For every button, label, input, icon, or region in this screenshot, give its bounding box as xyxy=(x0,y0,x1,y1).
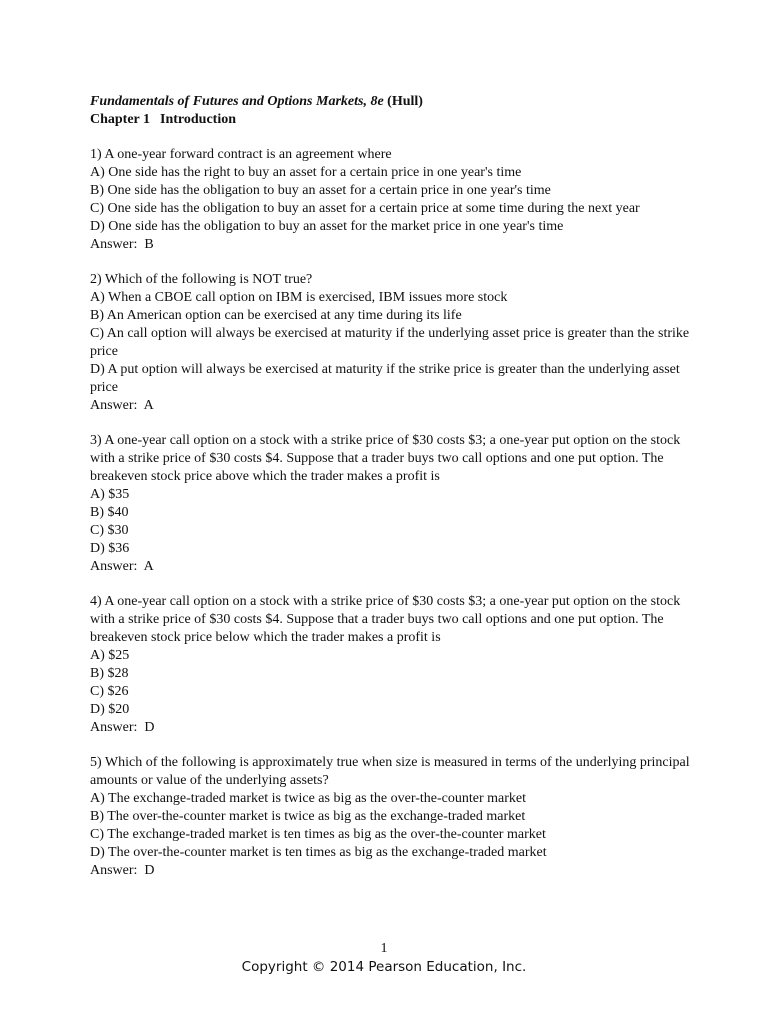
question-answer: Answer: A xyxy=(90,398,154,413)
answer-option: B) The over-the-counter market is twice as big as the exchange-traded market xyxy=(90,809,526,824)
question-answer: Answer: D xyxy=(90,720,155,735)
answer-option: D) $20 xyxy=(90,702,130,717)
answer-option: C) One side has the obligation to buy an asset for a certain price at some time during the next year xyxy=(90,201,640,216)
answer-option: C) $26 xyxy=(90,684,129,699)
question-answer: Answer: D xyxy=(90,863,155,878)
answer-option: A) $25 xyxy=(90,648,130,663)
book-title-author: (Hull) xyxy=(383,94,423,109)
answer-option: C) An call option will always be exercised at maturity if the underlying asset price is greater than the strike price xyxy=(90,326,690,359)
question-4 xyxy=(90,593,690,737)
answer-option: A) One side has the right to buy an asset for a certain price in one year's time xyxy=(90,165,522,180)
answer-option: A) $35 xyxy=(90,487,130,502)
answer-option: C) The exchange-traded market is ten times as big as the over-the-counter market xyxy=(90,827,546,842)
book-title xyxy=(90,93,690,111)
question-stem: 2) Which of the following is NOT true? xyxy=(90,272,313,287)
book-title-italic: Fundamentals of Futures and Options Markets, 8e xyxy=(90,94,384,109)
answer-option: A) The exchange-traded market is twice as big as the over-the-counter market xyxy=(90,791,526,806)
answer-option: C) $30 xyxy=(90,523,129,538)
chapter-number: Chapter 1 xyxy=(90,112,151,127)
page-content xyxy=(90,93,690,880)
question-5 xyxy=(90,754,690,880)
question-stem: 4) A one-year call option on a stock with a strike price of $30 costs $3; a one-year put option on the stock with a strike price of $30 costs $4. Suppose that a trader buys two call options and one put option. The breakeven stock price below which the trader makes a profit is xyxy=(90,594,681,645)
question-1 xyxy=(90,146,690,254)
question-answer: Answer: A xyxy=(90,559,154,574)
chapter-heading xyxy=(90,111,690,129)
question-stem: 5) Which of the following is approximately true when size is measured in terms of the underlying principal amounts or value of the underlying assets? xyxy=(90,755,690,788)
answer-option: D) The over-the-counter market is ten times as big as the exchange-traded market xyxy=(90,845,547,860)
answer-option: D) One side has the obligation to buy an asset for the market price in one year's time xyxy=(90,219,564,234)
answer-option: D) $36 xyxy=(90,541,130,556)
chapter-name: Introduction xyxy=(160,112,237,127)
copyright-notice: Copyright © 2014 Pearson Education, Inc. xyxy=(241,959,527,975)
page-footer xyxy=(0,940,768,976)
question-answer: Answer: B xyxy=(90,237,154,252)
answer-option: B) $40 xyxy=(90,505,129,520)
question-stem: 1) A one-year forward contract is an agreement where xyxy=(90,147,392,162)
answer-option: B) One side has the obligation to buy an asset for a certain price in one year's time xyxy=(90,183,551,198)
answer-option: B) $28 xyxy=(90,666,129,681)
answer-option: A) When a CBOE call option on IBM is exercised, IBM issues more stock xyxy=(90,290,508,305)
page-number: 1 xyxy=(380,941,388,956)
question-stem: 3) A one-year call option on a stock with a strike price of $30 costs $3; a one-year put option on the stock with a strike price of $30 costs $4. Suppose that a trader buys two call options and one put option. The breakeven stock price above which the trader makes a profit is xyxy=(90,433,681,484)
answer-option: D) A put option will always be exercised at maturity if the strike price is greater than the underlying asset price xyxy=(90,362,680,395)
question-2 xyxy=(90,271,690,415)
question-3 xyxy=(90,432,690,576)
answer-option: B) An American option can be exercised at any time during its life xyxy=(90,308,462,323)
